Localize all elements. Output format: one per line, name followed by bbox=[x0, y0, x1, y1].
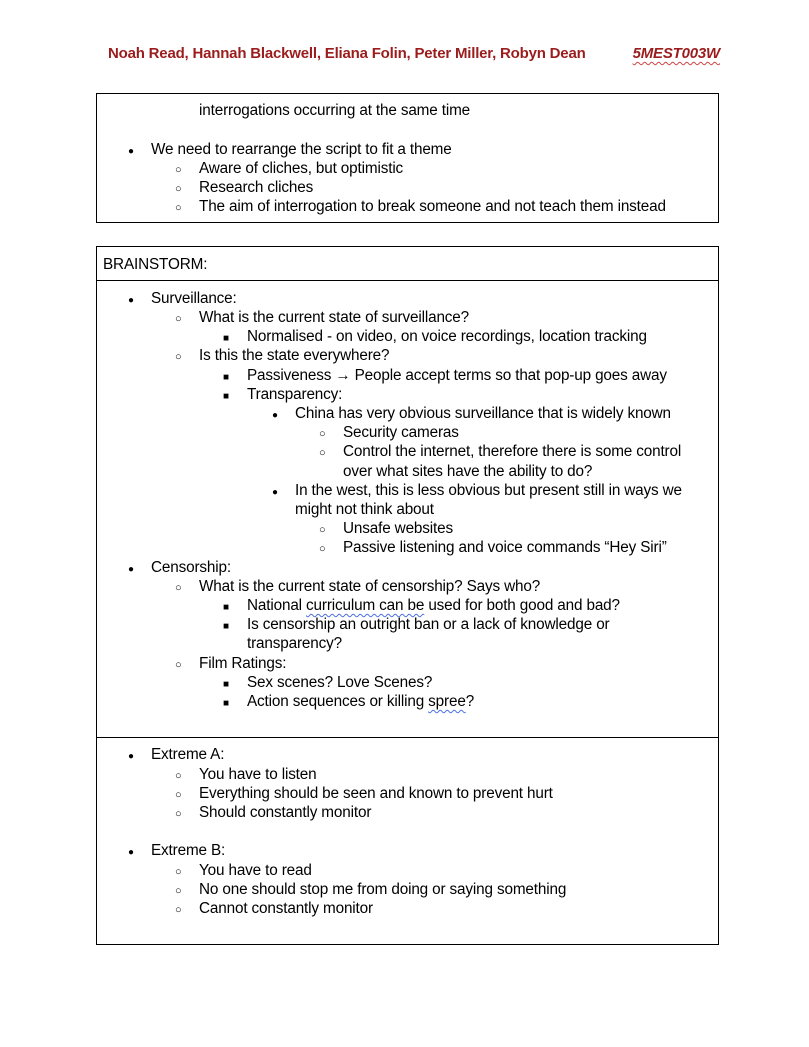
list-item-continuation: transparency? bbox=[247, 635, 342, 652]
list-item: Extreme B: bbox=[151, 842, 226, 859]
brainstorm-title: BRAINSTORM: bbox=[103, 256, 208, 273]
circle-bullet-icon bbox=[175, 784, 182, 805]
list-item: Censorship: bbox=[151, 559, 231, 576]
list-item: Transparency: bbox=[247, 386, 343, 403]
square-bullet-icon bbox=[223, 692, 229, 713]
disc-bullet-icon bbox=[128, 558, 134, 579]
list-item: Research cliches bbox=[199, 179, 314, 196]
list-item: Is censorship an outright ban or a lack of knowledge or bbox=[247, 616, 610, 633]
spellcheck-underlined-text: curriculum can be bbox=[306, 597, 425, 614]
circle-bullet-icon bbox=[175, 159, 182, 180]
list-item: What is the current state of censorship? Says who? bbox=[199, 578, 541, 595]
list-item: Control the internet, therefore there is some control bbox=[343, 443, 682, 460]
text-segment: ? bbox=[465, 693, 475, 710]
circle-bullet-icon bbox=[175, 178, 182, 199]
list-item: Everything should be seen and known to prevent hurt bbox=[199, 785, 553, 802]
list-item: Aware of cliches, but optimistic bbox=[199, 160, 404, 177]
list-item: Unsafe websites bbox=[343, 520, 453, 537]
list-item: Security cameras bbox=[343, 424, 459, 441]
circle-bullet-icon bbox=[175, 308, 182, 329]
list-item: Film Ratings: bbox=[199, 655, 287, 672]
authors: Noah Read, Hannah Blackwell, Eliana Folin, Peter Miller, Robyn Dean bbox=[108, 45, 586, 62]
list-item-continuation: might not think about bbox=[295, 501, 434, 518]
circle-bullet-icon bbox=[175, 654, 182, 675]
list-item: The aim of interrogation to break someone and not teach them instead bbox=[199, 198, 666, 215]
square-bullet-icon bbox=[223, 596, 229, 617]
circle-bullet-icon bbox=[175, 197, 182, 218]
text-segment: used for both good and bad? bbox=[424, 597, 620, 614]
square-bullet-icon bbox=[223, 673, 229, 694]
circle-bullet-icon bbox=[175, 765, 182, 786]
square-bullet-icon bbox=[223, 385, 229, 406]
circle-bullet-icon bbox=[319, 423, 326, 444]
list-item: Is this the state everywhere? bbox=[199, 347, 390, 364]
list-item: Extreme A: bbox=[151, 746, 225, 763]
circle-bullet-icon bbox=[175, 880, 182, 901]
list-item: In the west, this is less obvious but present still in ways we bbox=[295, 482, 682, 499]
disc-bullet-icon bbox=[128, 140, 134, 161]
list-item: Sex scenes? Love Scenes? bbox=[247, 674, 433, 691]
list-item: Cannot constantly monitor bbox=[199, 900, 373, 917]
square-bullet-icon bbox=[223, 615, 229, 636]
circle-bullet-icon bbox=[319, 538, 326, 559]
list-item: Passive listening and voice commands “Hey Siri” bbox=[343, 539, 667, 556]
list-item: We need to rearrange the script to fit a theme bbox=[151, 141, 452, 158]
square-bullet-icon bbox=[223, 366, 229, 387]
circle-bullet-icon bbox=[319, 442, 326, 463]
text-segment: National bbox=[247, 597, 307, 614]
list-item: What is the current state of surveillance? bbox=[199, 309, 470, 326]
list-item: Normalised - on video, on voice recordings, location tracking bbox=[247, 328, 647, 345]
disc-bullet-icon bbox=[272, 404, 278, 425]
list-item: Should constantly monitor bbox=[199, 804, 372, 821]
list-item: Surveillance: bbox=[151, 290, 237, 307]
module-code: 5MEST003W bbox=[632, 45, 720, 62]
spellcheck-underlined-text: spree bbox=[428, 693, 466, 710]
continuation-text: interrogations occurring at the same time bbox=[199, 102, 471, 119]
circle-bullet-icon bbox=[319, 519, 326, 540]
list-item: You have to listen bbox=[199, 766, 317, 783]
disc-bullet-icon bbox=[128, 289, 134, 310]
list-item: China has very obvious surveillance that is widely known bbox=[295, 405, 671, 422]
circle-bullet-icon bbox=[175, 861, 182, 882]
list-item: You have to read bbox=[199, 862, 312, 879]
circle-bullet-icon bbox=[175, 346, 182, 367]
circle-bullet-icon bbox=[175, 803, 182, 824]
list-item-continuation: over what sites have the ability to do? bbox=[343, 463, 593, 480]
list-item bbox=[247, 596, 620, 615]
page-header bbox=[108, 45, 720, 65]
circle-bullet-icon bbox=[175, 577, 182, 598]
list-item bbox=[247, 692, 474, 711]
disc-bullet-icon bbox=[128, 745, 134, 766]
square-bullet-icon bbox=[223, 327, 229, 348]
disc-bullet-icon bbox=[128, 841, 134, 862]
list-item: Passiveness → People accept terms so that pop-up goes away bbox=[247, 367, 667, 384]
text-segment: Action sequences or killing bbox=[247, 693, 429, 710]
circle-bullet-icon bbox=[175, 899, 182, 920]
list-item: No one should stop me from doing or saying something bbox=[199, 881, 567, 898]
disc-bullet-icon bbox=[272, 481, 278, 502]
